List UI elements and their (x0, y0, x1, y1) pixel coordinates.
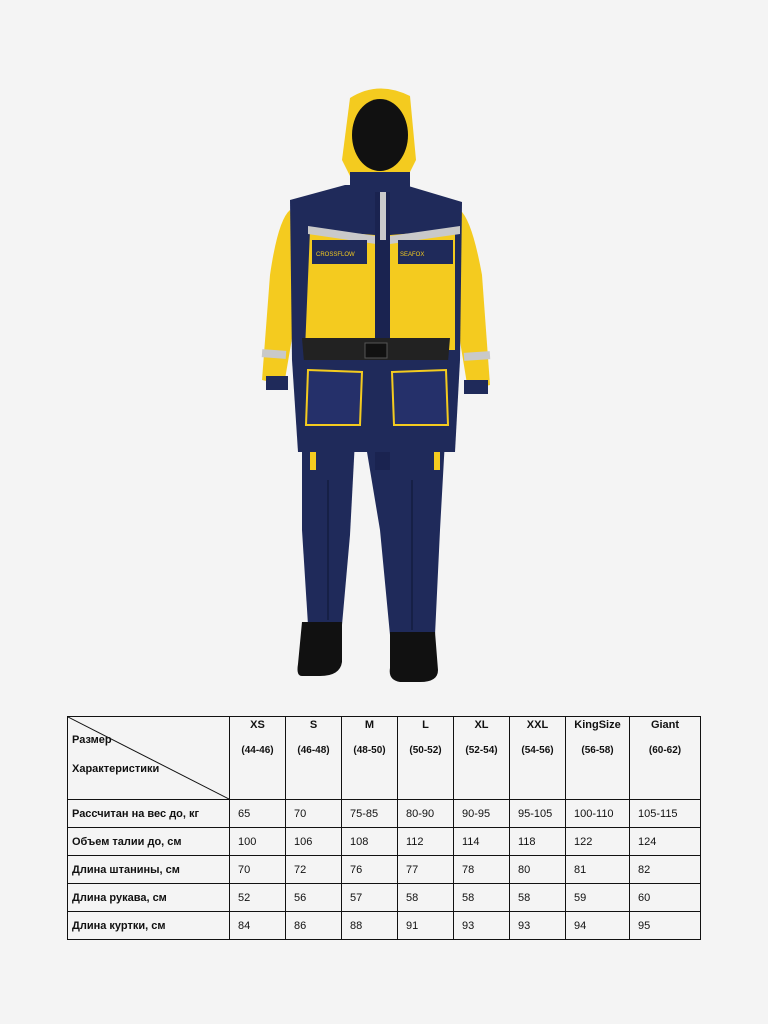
table-cell: 118 (510, 828, 566, 856)
size-range: (48-50) (353, 745, 386, 756)
trousers (302, 440, 445, 635)
table-cell: 82 (630, 856, 701, 884)
table-cell: 58 (398, 884, 454, 912)
table-cell: 124 (630, 828, 701, 856)
size-label: XS (250, 719, 265, 731)
table-row (68, 828, 701, 856)
table-cell: 57 (342, 884, 398, 912)
table-cell: 93 (510, 912, 566, 940)
size-header-row (68, 717, 701, 800)
size-range: (44-46) (241, 745, 274, 756)
size-column-header (230, 717, 286, 800)
table-cell: 112 (398, 828, 454, 856)
pocket-logo: SEAFOX (400, 252, 425, 258)
table-row (68, 856, 701, 884)
table-cell: 81 (566, 856, 630, 884)
size-column-header (510, 717, 566, 800)
table-cell: 60 (630, 884, 701, 912)
table-cell: 100-110 (566, 800, 630, 828)
size-label: L (422, 719, 429, 731)
row-label: Объем талии до, см (68, 828, 230, 856)
table-row (68, 884, 701, 912)
table-cell: 84 (230, 912, 286, 940)
table-cell: 108 (342, 828, 398, 856)
table-cell: 93 (454, 912, 510, 940)
size-label: KingSize (574, 719, 621, 731)
row-label: Длина куртки, см (68, 912, 230, 940)
table-cell: 90-95 (454, 800, 510, 828)
table-cell: 88 (342, 912, 398, 940)
table-cell: 80-90 (398, 800, 454, 828)
size-column-header (454, 717, 510, 800)
size-column-header (566, 717, 630, 800)
hood (342, 88, 416, 192)
corner-diagonal-line (68, 717, 229, 799)
table-cell: 78 (454, 856, 510, 884)
table-cell: 58 (510, 884, 566, 912)
size-label: XL (474, 719, 489, 731)
size-range: (46-48) (297, 745, 330, 756)
corner-label-characteristics: Характеристики (72, 763, 160, 775)
size-label: M (364, 719, 375, 731)
table-cell: 95 (630, 912, 701, 940)
size-range: (50-52) (409, 745, 442, 756)
table-cell: 86 (286, 912, 342, 940)
table-cell: 91 (398, 912, 454, 940)
table-cell: 100 (230, 828, 286, 856)
table-cell: 70 (230, 856, 286, 884)
size-label: S (309, 719, 318, 731)
table-cell: 94 (566, 912, 630, 940)
size-column-header (286, 717, 342, 800)
row-label: Длина штанины, см (68, 856, 230, 884)
table-row (68, 912, 701, 940)
size-column-header (630, 717, 701, 800)
size-range: (60-62) (648, 745, 682, 756)
size-range: (56-58) (581, 745, 614, 756)
size-label: XXL (526, 719, 549, 731)
table-cell: 105-115 (630, 800, 701, 828)
table-corner-cell (68, 717, 230, 800)
table-cell: 77 (398, 856, 454, 884)
table-cell: 72 (286, 856, 342, 884)
size-column-header (342, 717, 398, 800)
table-cell: 122 (566, 828, 630, 856)
size-label: Giant (650, 719, 680, 731)
size-range: (52-54) (465, 745, 498, 756)
table-cell: 52 (230, 884, 286, 912)
table-cell: 80 (510, 856, 566, 884)
table-cell: 58 (454, 884, 510, 912)
table-cell: 76 (342, 856, 398, 884)
table-cell: 56 (286, 884, 342, 912)
table-row (68, 800, 701, 828)
row-label: Длина рукава, см (68, 884, 230, 912)
table-cell: 75-85 (342, 800, 398, 828)
table-cell: 114 (454, 828, 510, 856)
flotation-suit-image (250, 80, 500, 690)
brand-logo: CROSSFLOW (316, 252, 355, 258)
table-cell: 59 (566, 884, 630, 912)
corner-label-size: Размер (72, 734, 112, 746)
size-range: (54-56) (521, 745, 554, 756)
table-cell: 70 (286, 800, 342, 828)
table-cell: 65 (230, 800, 286, 828)
table-cell: 95-105 (510, 800, 566, 828)
size-column-header (398, 717, 454, 800)
row-label: Рассчитан на вес до, кг (68, 800, 230, 828)
jacket (262, 170, 490, 470)
table-cell: 106 (286, 828, 342, 856)
size-chart-table (67, 716, 701, 940)
